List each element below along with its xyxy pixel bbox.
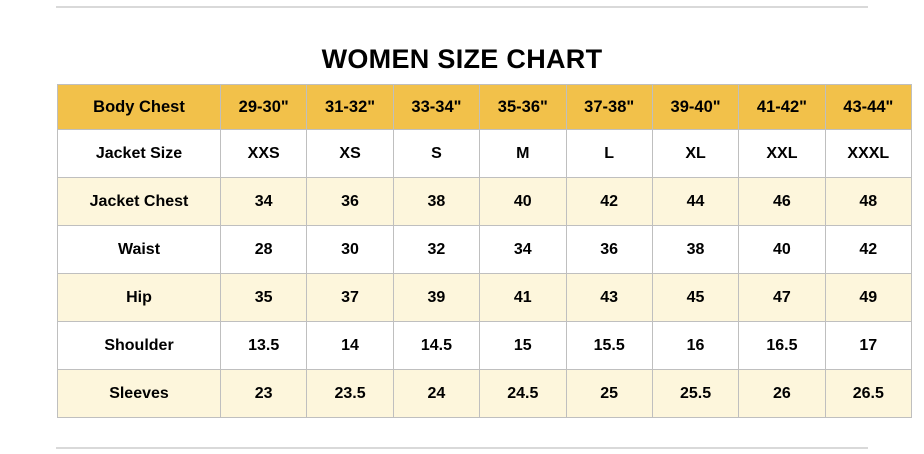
cell-shoulder-8: 17 <box>825 322 911 370</box>
row-label-jacket-chest: Jacket Chest <box>58 178 221 226</box>
cell-waist-1: 28 <box>221 226 307 274</box>
header-cell-37-38: 37-38" <box>566 85 652 130</box>
size-chart-table <box>57 84 912 418</box>
table-row <box>58 274 912 322</box>
cell-sleeves-5: 25 <box>566 370 652 418</box>
cell-jacket-chest-2: 36 <box>307 178 393 226</box>
cell-sleeves-1: 23 <box>221 370 307 418</box>
cell-jacket-chest-1: 34 <box>221 178 307 226</box>
bottom-divider <box>56 447 868 449</box>
cell-jacket-chest-7: 46 <box>739 178 825 226</box>
cell-waist-4: 34 <box>480 226 566 274</box>
cell-jacket-chest-4: 40 <box>480 178 566 226</box>
table-row <box>58 322 912 370</box>
header-cell-body-chest: Body Chest <box>58 85 221 130</box>
cell-jacket-size-8: XXXL <box>825 130 911 178</box>
cell-jacket-size-4: M <box>480 130 566 178</box>
cell-hip-6: 45 <box>652 274 738 322</box>
page-title: WOMEN SIZE CHART <box>321 44 603 74</box>
cell-hip-8: 49 <box>825 274 911 322</box>
cell-jacket-size-3: S <box>393 130 479 178</box>
cell-hip-5: 43 <box>566 274 652 322</box>
cell-waist-3: 32 <box>393 226 479 274</box>
table-row <box>58 178 912 226</box>
cell-sleeves-7: 26 <box>739 370 825 418</box>
header-cell-41-42: 41-42" <box>739 85 825 130</box>
cell-waist-7: 40 <box>739 226 825 274</box>
cell-jacket-size-7: XXL <box>739 130 825 178</box>
cell-sleeves-6: 25.5 <box>652 370 738 418</box>
row-label-waist: Waist <box>58 226 221 274</box>
table-header-row <box>58 85 912 130</box>
cell-hip-4: 41 <box>480 274 566 322</box>
cell-hip-2: 37 <box>307 274 393 322</box>
row-label-hip: Hip <box>58 274 221 322</box>
cell-sleeves-2: 23.5 <box>307 370 393 418</box>
cell-sleeves-3: 24 <box>393 370 479 418</box>
row-label-jacket-size: Jacket Size <box>58 130 221 178</box>
header-cell-33-34: 33-34" <box>393 85 479 130</box>
cell-jacket-size-2: XS <box>307 130 393 178</box>
cell-waist-2: 30 <box>307 226 393 274</box>
cell-waist-5: 36 <box>566 226 652 274</box>
header-cell-31-32: 31-32" <box>307 85 393 130</box>
cell-hip-1: 35 <box>221 274 307 322</box>
cell-jacket-chest-6: 44 <box>652 178 738 226</box>
cell-jacket-size-1: XXS <box>221 130 307 178</box>
cell-shoulder-2: 14 <box>307 322 393 370</box>
cell-jacket-chest-5: 42 <box>566 178 652 226</box>
cell-jacket-size-6: XL <box>652 130 738 178</box>
cell-sleeves-4: 24.5 <box>480 370 566 418</box>
row-label-sleeves: Sleeves <box>58 370 221 418</box>
cell-shoulder-7: 16.5 <box>739 322 825 370</box>
cell-shoulder-6: 16 <box>652 322 738 370</box>
cell-jacket-chest-8: 48 <box>825 178 911 226</box>
top-divider <box>56 6 868 8</box>
cell-waist-6: 38 <box>652 226 738 274</box>
cell-sleeves-8: 26.5 <box>825 370 911 418</box>
table-row <box>58 370 912 418</box>
cell-waist-8: 42 <box>825 226 911 274</box>
cell-jacket-size-5: L <box>566 130 652 178</box>
cell-hip-3: 39 <box>393 274 479 322</box>
header-cell-29-30: 29-30" <box>221 85 307 130</box>
cell-shoulder-4: 15 <box>480 322 566 370</box>
row-label-shoulder: Shoulder <box>58 322 221 370</box>
cell-shoulder-3: 14.5 <box>393 322 479 370</box>
cell-shoulder-1: 13.5 <box>221 322 307 370</box>
cell-hip-7: 47 <box>739 274 825 322</box>
table-row <box>58 226 912 274</box>
cell-jacket-chest-3: 38 <box>393 178 479 226</box>
cell-shoulder-5: 15.5 <box>566 322 652 370</box>
header-cell-35-36: 35-36" <box>480 85 566 130</box>
header-cell-43-44: 43-44" <box>825 85 911 130</box>
header-cell-39-40: 39-40" <box>652 85 738 130</box>
table-row <box>58 130 912 178</box>
